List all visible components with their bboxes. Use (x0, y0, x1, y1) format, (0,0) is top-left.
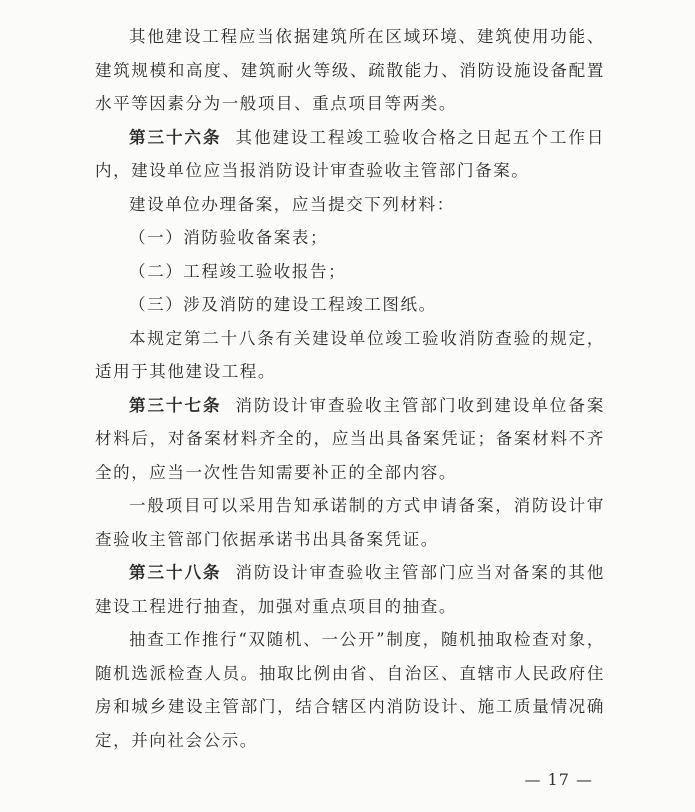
list-item-text: （一）消防验收备案表； (129, 228, 329, 247)
article-heading: 第三十七条 (129, 395, 222, 415)
paragraph-text: 其他建设工程应当依据建筑所在区域环境、建筑使用功能、建筑规模和高度、建筑耐火等级、疏散能力、消防设施设备配置水平等因素分为一般项目、重点项目等两类。 (95, 27, 605, 113)
paragraph (95, 20, 605, 121)
document-body (95, 20, 605, 757)
paragraph (95, 188, 605, 222)
paragraph (95, 322, 605, 389)
list-item-text: （三）涉及消防的建设工程竣工图纸。 (129, 295, 437, 314)
article-36-paragraph (95, 121, 605, 188)
page-number: — 17 — (524, 770, 593, 789)
paragraph (95, 489, 605, 556)
article-heading: 第三十六条 (129, 127, 222, 147)
paragraph-text: 抽查工作推行“双随机、一公开”制度，随机抽取检查对象，随机选派检查人员。抽取比例由省、自治区、直辖市人民政府住房和城乡建设主管部门，结合辖区内消防设计、施工质量情况确定，并向社会公示。 (95, 630, 605, 750)
paragraph-text: 其他建设工程竣工验收合格之日起五个工作日内，建设单位应当报消防设计审查验收主管部门备案。 (95, 127, 606, 180)
list-item (95, 255, 605, 289)
paragraph-text: 消防设计审查验收主管部门应当对备案的其他建设工程进行抽查，加强对重点项目的抽查。 (95, 563, 606, 616)
paragraph (95, 623, 605, 757)
article-38-paragraph (95, 556, 605, 623)
paragraph-text: 一般项目可以采用告知承诺制的方式申请备案，消防设计审查验收主管部门依据承诺书出具备案凭证。 (95, 496, 605, 549)
list-item (95, 288, 605, 322)
list-item-text: （二）工程竣工验收报告； (129, 261, 347, 281)
paragraph-text: 消防设计审查验收主管部门收到建设单位备案材料后，对备案材料齐全的，应当出具备案凭证；备案材料不齐全的，应当一次性告知需要补正的全部内容。 (95, 395, 606, 482)
paragraph-text: 建设单位办理备案，应当提交下列材料： (129, 194, 455, 214)
paragraph-text: 本规定第二十八条有关建设单位竣工验收消防查验的规定，适用于其他建设工程。 (95, 328, 605, 381)
article-heading: 第三十八条 (129, 563, 222, 582)
list-item (95, 221, 605, 255)
article-37-paragraph (95, 389, 605, 490)
